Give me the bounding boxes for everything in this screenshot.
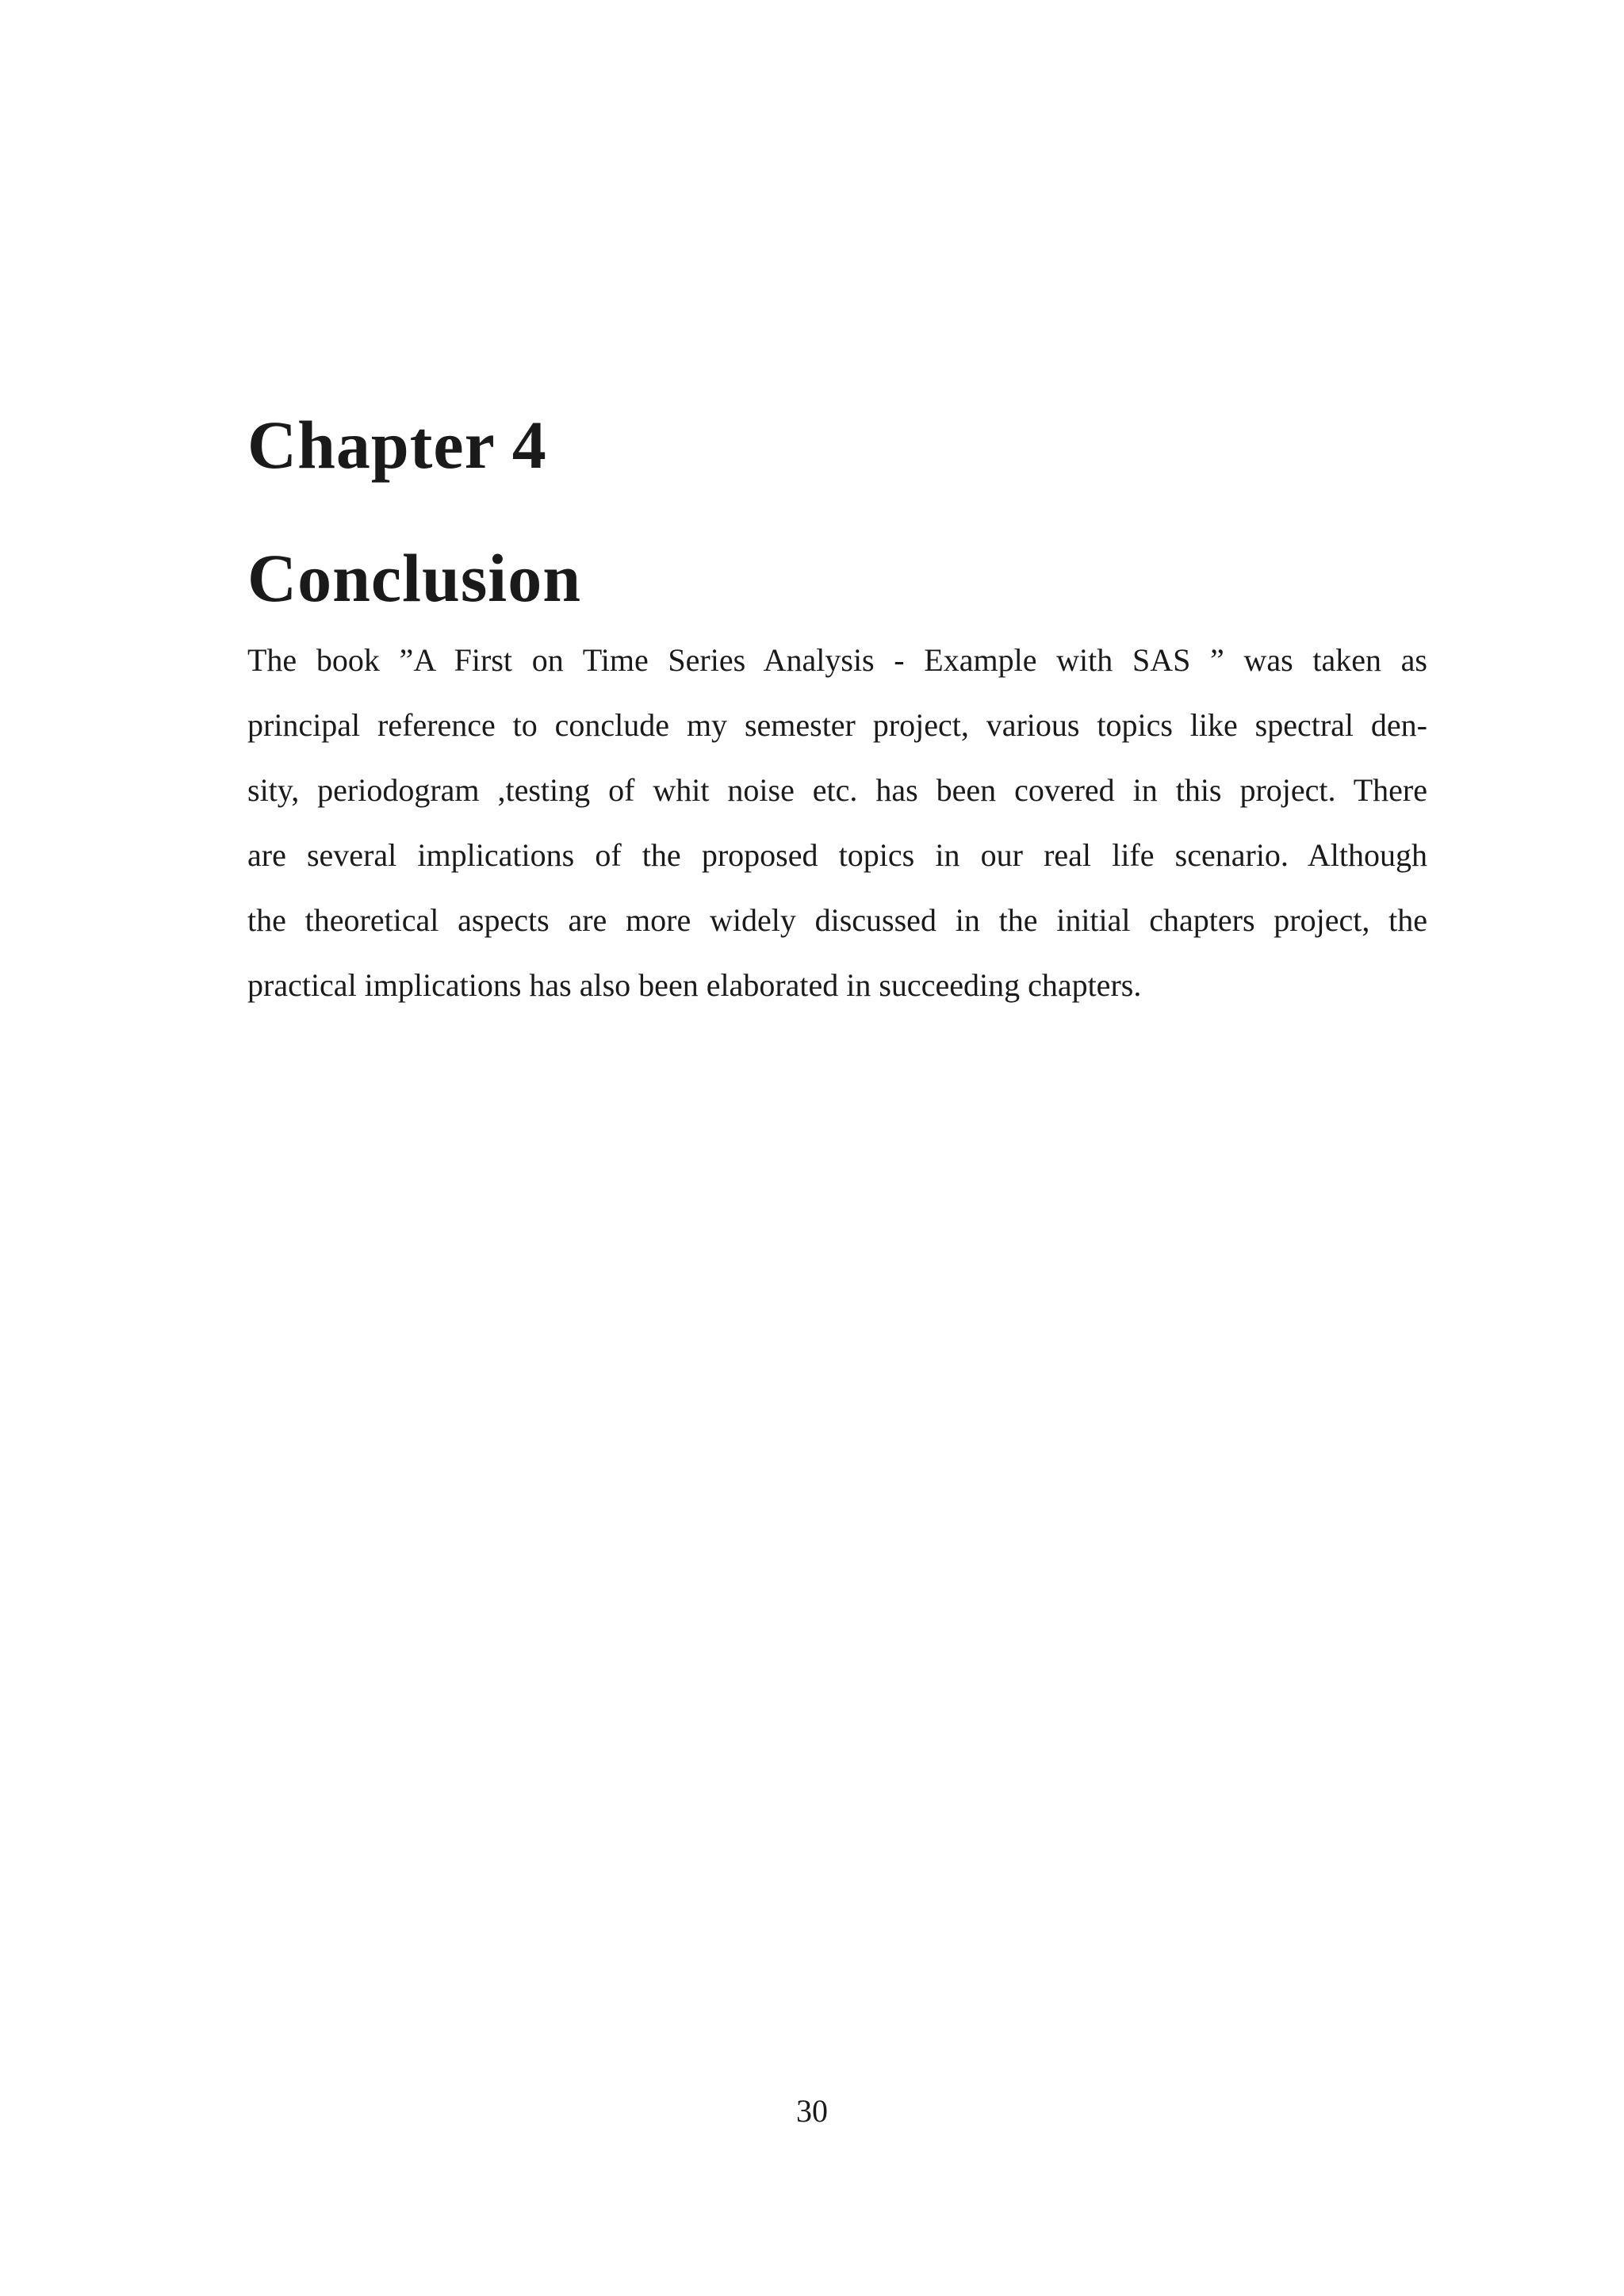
chapter-title: Conclusion xyxy=(247,540,582,616)
chapter-number: Chapter 4 xyxy=(247,407,547,483)
body-line: are several implications of the proposed topics in our real life scenario. Although xyxy=(247,837,1427,873)
body-line: principal reference to conclude my semester project, various topics like spectral den- xyxy=(247,707,1427,743)
body-line: the theoretical aspects are more widely discussed in the initial chapters project, the xyxy=(247,902,1427,938)
body-paragraph xyxy=(247,641,1427,1031)
body-line: The book ”A First on Time Series Analysis - Example with SAS ” was taken as xyxy=(247,642,1427,678)
body-line: practical implications has also been elaborated in succeeding chapters. xyxy=(247,967,1142,1003)
page-number: 30 xyxy=(796,2093,828,2129)
body-line: sity, periodogram ,testing of whit noise etc. has been covered in this project. There xyxy=(247,772,1427,808)
